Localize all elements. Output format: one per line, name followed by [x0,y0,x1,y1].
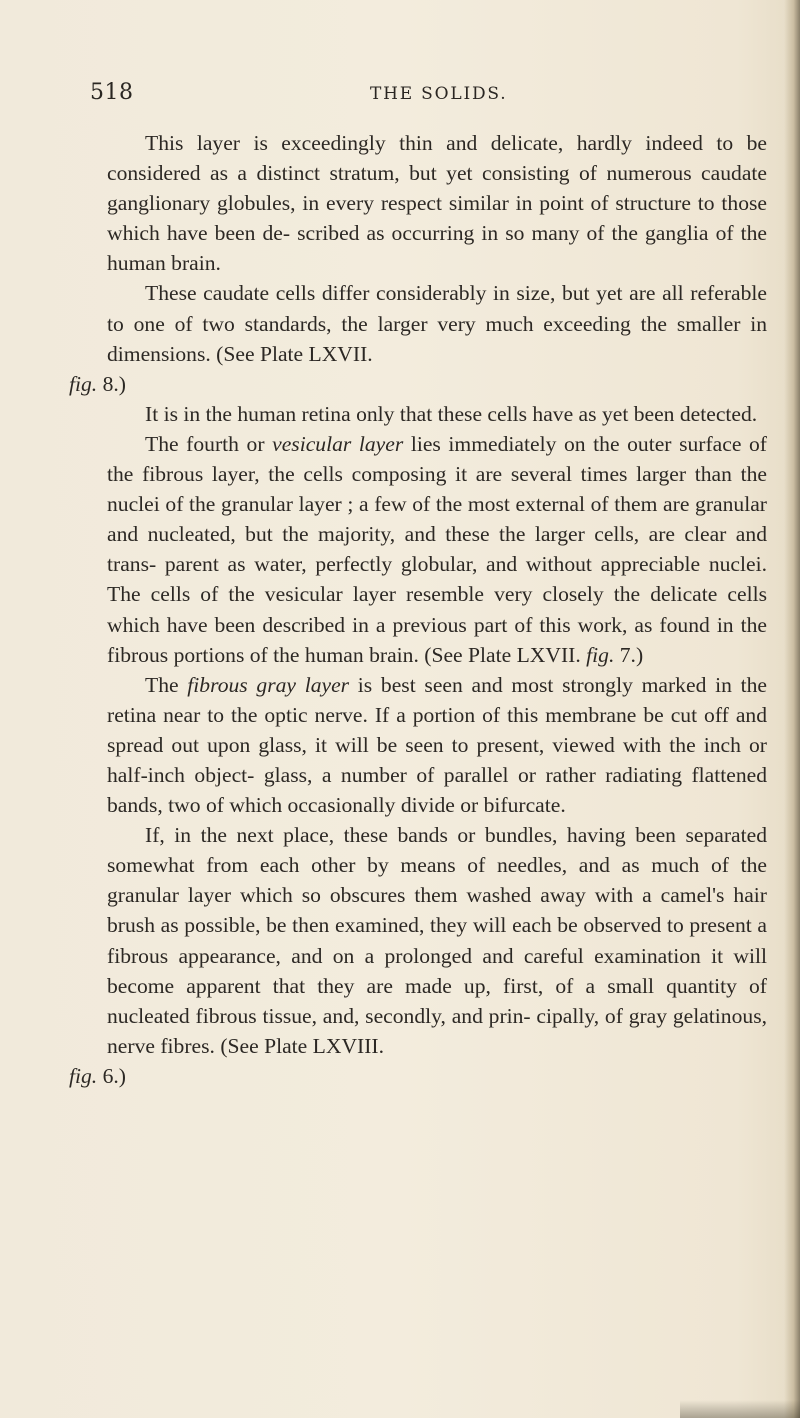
paragraph-vesicular-layer: The fourth or vesicular layer lies immediately on the outer surface of the fibrous layer, the cells composing it are several times larger than the nuclei of the granular layer ; a few of the most external of them are granular and nucleated, but the majority, and these the larger cells, are clear and trans- parent as water, perfectly globular, and without appreciable nuclei. The cells of the vesicular layer resemble very closely the delicate cells which have been described in a previous part of this work, as found in the fibrous portions of the human brain. (See Plate LXVII. fig. 7.) [107,431,768,667]
running-head: THE SOLIDS. [370,84,508,104]
term-vesicular-layer: vesicular layer [272,431,404,456]
page-corner-shadow [680,1400,800,1418]
page-edge-shadow [784,0,800,1418]
figure-ref: fig. [69,371,98,396]
figure-ref: fig. [69,1063,98,1088]
paragraph-human-retina: It is in the human retina only that these cells have as yet been detected. [145,401,758,426]
paragraph-caudate-layer: This layer is exceedingly thin and delicate, hardly indeed to be considered as a distinct stratum, but yet consisting of numerous caudate ganglionary globules, in every respect similar in point of structure to those which have been de- scribed as occurring in so many of the ganglia of the human brain. [107,131,767,276]
paragraph-fibrous-gray-layer: The fibrous gray layer is best seen and most strongly marked in the retina near to the optic nerve. If a portion of this membrane be cut off and spread out upon glass, it will be seen to present, viewed with the inch or half-inch object- glass, a number of parallel or rather radiating flattened bands, two of which occasionally divide or bifurcate. [107,672,767,818]
body-text [69,128,768,1091]
paragraph-bands-examination: If, in the next place, these bands or bundles, having been separated somewhat from each other by means of needles, and as much of the granular layer which so obscures them washed away with a camel's hair brush as possible, be then examined, they will each be observed to present a fibrous appearance, and on a prolonged and careful examination it will become apparent that they are made up, first, of a small quantity of nucleated fibrous tissue, and, secondly, and prin- cipally, of gray gelatinous, nerve fibres. (See Plate LXVIII. fig. 6.) [69,823,767,1088]
term-fibrous-gray-layer: fibrous gray layer [187,672,350,697]
page-number: 518 [90,80,134,105]
paragraph-caudate-cells: These caudate cells differ considerably in size, but yet are all referable to one of two standards, the larger very much exceeding the smaller in dimensions. (See Plate LXVII. fig. 8.) [69,281,767,396]
figure-ref: fig. [586,642,615,667]
